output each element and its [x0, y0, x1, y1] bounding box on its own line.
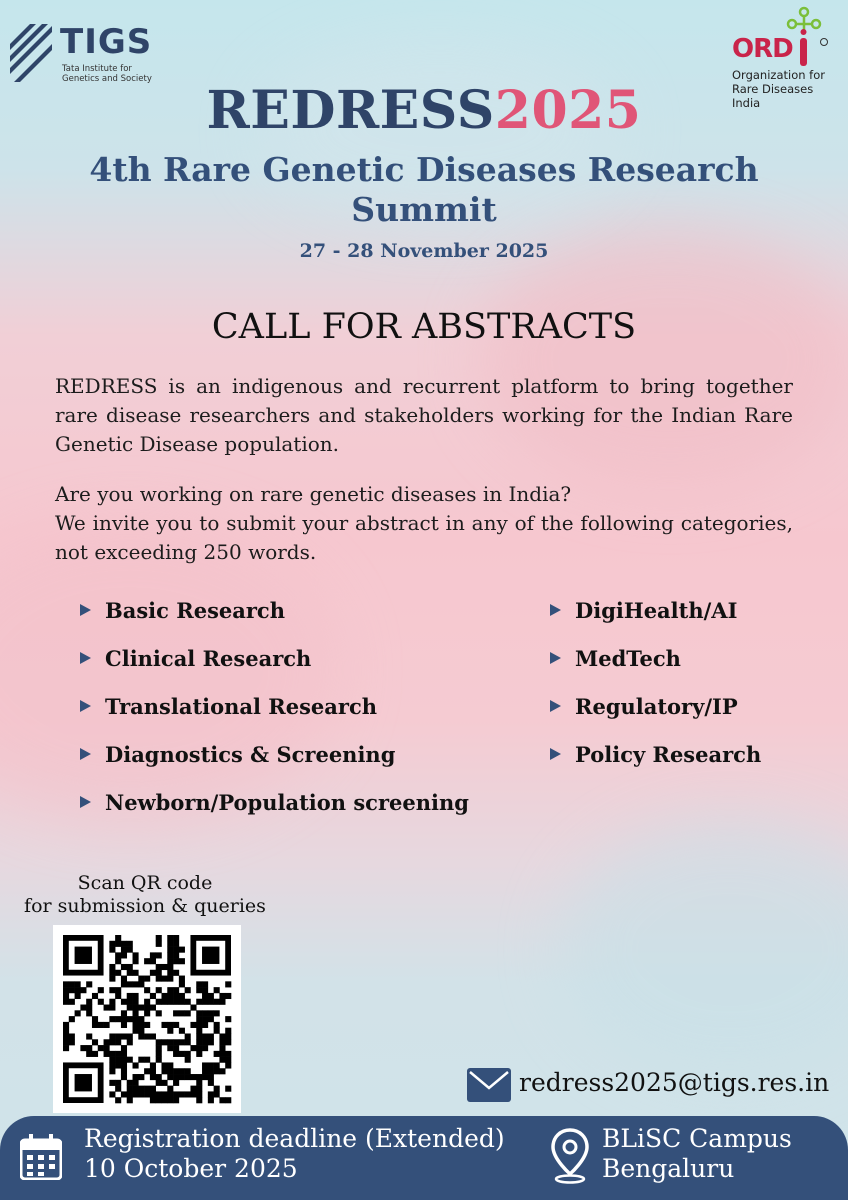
tigs-name: TIGS	[60, 22, 153, 62]
category-label: Basic Research	[105, 598, 285, 623]
calendar-icon	[20, 1134, 62, 1180]
category-item	[575, 742, 761, 767]
category-label: Diagnostics & Screening	[105, 742, 396, 767]
category-item	[105, 598, 285, 623]
category-item	[105, 742, 395, 767]
bullet-arrow-icon	[550, 604, 561, 616]
event-subtitle-line1: 4th Rare Genetic Diseases Research	[89, 150, 759, 189]
ordi-subtitle-line2: Rare Diseases India	[732, 82, 814, 110]
email-address: redress2025@tigs.res.in	[519, 1068, 830, 1097]
deadline-date: 10 October 2025	[84, 1154, 298, 1183]
bullet-arrow-icon	[550, 748, 561, 760]
qr-caption-line2: for submission & queries	[24, 895, 266, 917]
qr-caption-line1: Scan QR code	[77, 872, 213, 894]
category-label: Regulatory/IP	[575, 694, 738, 719]
category-item	[575, 646, 681, 671]
registration-deadline	[84, 1124, 505, 1184]
tigs-subtitle-line2: Genetics and Society	[62, 74, 152, 84]
venue-line2: Bengaluru	[602, 1154, 735, 1183]
qr-code[interactable]	[53, 925, 241, 1113]
qr-code-graphic	[53, 925, 241, 1113]
category-item	[105, 790, 469, 815]
ordi-name: ORD	[732, 34, 793, 64]
bullet-arrow-icon	[80, 748, 91, 760]
tigs-stripes-icon	[10, 24, 54, 82]
event-subtitle-line2: Summit	[351, 190, 497, 229]
deadline-label: Registration deadline (Extended)	[84, 1124, 505, 1153]
category-label: MedTech	[575, 646, 681, 671]
category-item	[105, 646, 311, 671]
location-pin-icon	[550, 1128, 590, 1184]
event-title-year: 2025	[494, 80, 642, 141]
category-item	[575, 694, 738, 719]
tigs-logo	[10, 20, 170, 88]
invite-paragraph	[55, 480, 793, 567]
venue	[602, 1124, 792, 1184]
category-label: Clinical Research	[105, 646, 312, 671]
background-wash	[560, 820, 848, 1080]
invite-question: Are you working on rare genetic diseases in India?	[55, 482, 572, 506]
bullet-arrow-icon	[550, 700, 561, 712]
qr-caption	[0, 872, 290, 918]
category-item	[575, 598, 737, 623]
event-dates: 27 - 28 November 2025	[299, 240, 549, 262]
bullet-arrow-icon	[80, 604, 91, 616]
event-title-main: REDRESS	[206, 80, 495, 141]
invite-text: We invite you to submit your abstract in any of the following categories, not exceeding 250 words.	[55, 511, 793, 564]
category-label: Newborn/Population screening	[105, 790, 469, 815]
mail-icon	[467, 1068, 511, 1102]
ordi-subtitle-line1: Organization for	[732, 68, 825, 82]
category-label: Policy Research	[575, 742, 762, 767]
venue-line1: BLiSC Campus	[602, 1124, 792, 1153]
event-subtitle	[0, 150, 848, 230]
event-title	[0, 80, 848, 141]
category-label: DigiHealth/AI	[575, 598, 738, 623]
qr-finder-square	[75, 947, 92, 964]
tigs-subtitle-line1: Tata Institute for	[62, 64, 132, 74]
category-label: Translational Research	[105, 694, 378, 719]
qr-finder-square	[75, 1074, 92, 1091]
call-for-abstracts-heading: CALL FOR ABSTRACTS	[211, 307, 637, 347]
bullet-arrow-icon	[80, 796, 91, 808]
bullet-arrow-icon	[80, 652, 91, 664]
intro-paragraph: REDRESS is an indigenous and recurrent platform to bring together rare disease researchers and stakeholders working for the Indian Rare Genetic Disease population.	[55, 374, 793, 456]
bullet-arrow-icon	[550, 652, 561, 664]
footer-bar	[0, 1116, 848, 1200]
bullet-arrow-icon	[80, 700, 91, 712]
qr-finder-square	[202, 947, 219, 964]
category-item	[105, 694, 377, 719]
